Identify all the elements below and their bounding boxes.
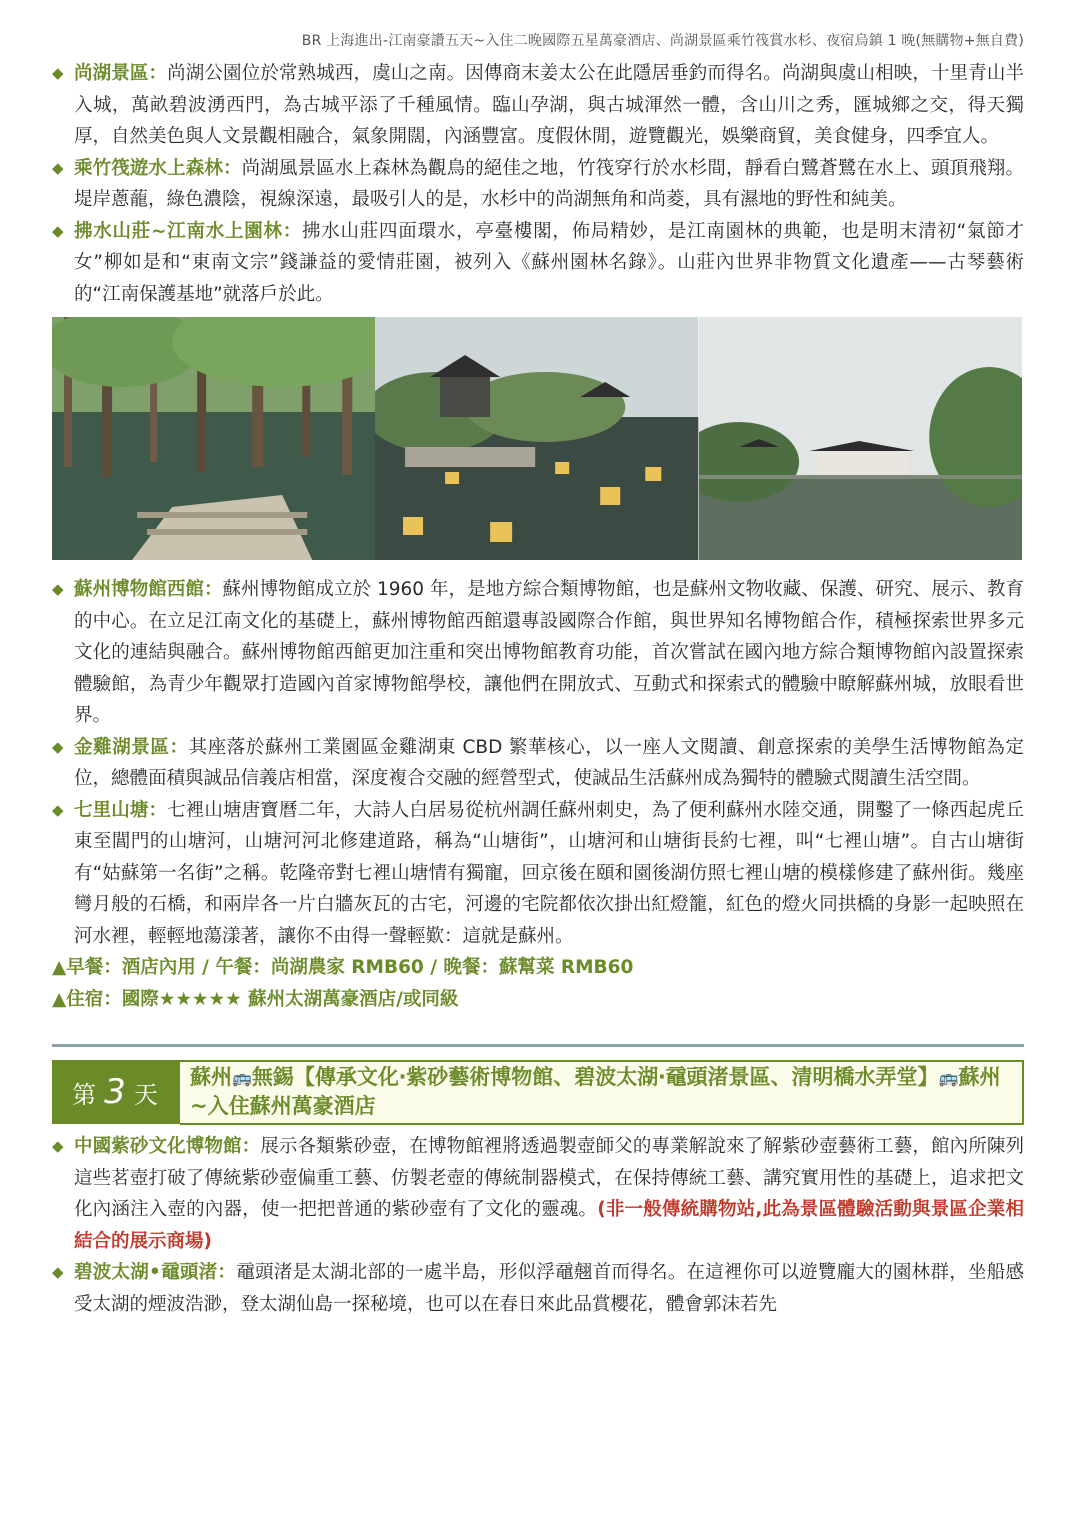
bullet-icon: ◆: [52, 64, 64, 82]
item-note: (非一般傳統購物站,此為景區體驗活動與景區企業相結合的展示商場): [74, 1199, 1024, 1252]
item-body: 拂水山莊四面環水，亭臺樓閣，佈局精妙，是江南園林的典範，也是明末清初“氣節才女”柳如是和“東南文宗”錢謙益的愛情莊園，被列入《蘇州園林名錄》。山莊內世界非物質文化遺產——古琴藝術的“江南保護基地”就落戶於此。: [74, 220, 1024, 305]
day-title: [180, 1060, 1024, 1125]
photo-lanterns-image: [375, 317, 698, 560]
day-prefix: 第: [72, 1080, 99, 1109]
item-body: 尚湖風景區水上森林為觀鳥的絕佳之地，竹筏穿行於水杉間，靜看白鷺蒼鷺在水上、頭頂飛翔。堤岸蔥蘢，綠色濃陰，視線深遠，最吸引人的是，水杉中的尚湖無角和尚菱，具有濕地的野性和純美。: [74, 157, 1024, 210]
photo-garden-lake-image: [699, 317, 1022, 560]
photo-water-forest: [52, 317, 375, 560]
day-badge: [52, 1060, 180, 1124]
day-title-b: 無錫【傳承文化‧紫砂藝術博物館、碧波太湖‧黿頭渚景區、清明橋水弄堂】: [251, 1065, 939, 1089]
item-title: 金雞湖景區：: [74, 736, 189, 758]
item-title: 尚湖景區：: [74, 63, 168, 84]
photo-lanterns: [375, 317, 698, 560]
item-suzhou-museum-west: [52, 574, 1024, 732]
item-qili-shantang: [52, 795, 1024, 953]
item-title: 蘇州博物館西館：: [74, 579, 223, 600]
item-body: 尚湖公園位於常熟城西，虞山之南。因傳商末姜太公在此隱居垂釣而得名。尚湖與虞山相映，十里青山半入城，萬畝碧波湧西門，為古城平添了千種風情。臨山孕湖，與古城渾然一體，含山川之秀，匯城鄉之交，得天獨厚，自然美色與人文景觀相融合，氣象開闊，內涵豐富。度假休閒，遊覽觀光，娛樂商貿，美食健身，四季宜人。: [74, 63, 1024, 147]
item-title: 碧波太湖•黿頭渚：: [74, 1262, 237, 1283]
item-jinji-lake: [52, 732, 1024, 795]
bus-icon: 🚌: [938, 1068, 959, 1087]
day-title-a: 蘇州: [190, 1065, 232, 1089]
bullet-icon: ◆: [52, 1137, 64, 1155]
day-suffix: 天: [133, 1080, 160, 1109]
content: [52, 58, 1024, 1320]
bullet-icon: ◆: [52, 800, 64, 819]
photo-strip: [52, 317, 1022, 560]
meals-line: ▲早餐：酒店內用 / 午餐：尚湖農家 RMB60 / 晚餐：蘇幫菜 RMB60: [52, 957, 634, 978]
item-zisha-museum: [52, 1131, 1024, 1257]
day-number: 3: [104, 1072, 128, 1112]
item-bamboo-raft: [52, 153, 1024, 216]
item-body: 其座落於蘇州工業園區金雞湖東 CBD 繁華核心，以一座人文閱讀、創意探索的美學生活博物館為定位，總體面積與誠品信義店相當，深度複合交融的經營型式，使誠品生活蘇州成為獨特的體驗式閱讀生活空間。: [74, 736, 1024, 789]
hotel-line: ▲住宿：國際★★★★★ 蘇州太湖萬豪酒店/或同級: [52, 989, 459, 1010]
item-body: 七裡山塘唐寶曆二年，大詩人白居易從杭州調任蘇州刺史，為了便利蘇州水陸交通，開鑿了一條西起虎丘東至閶門的山塘河，山塘河河北修建道路，稱為“山塘街”，山塘河和山塘街長約七裡，叫“七裡山塘”。自古山塘街有“姑蘇第一名街”之稱。乾隆帝對七裡山塘情有獨寵，回京後在頤和園後湖仿照七裡山塘的模樣修建了蘇州街。幾座彎月般的石橋，和兩岸各一片白牆灰瓦的古宅，河邊的宅院都依次掛出紅燈籠，紅色的燈火同拱橋的身影一起映照在河水裡，輕輕地蕩漾著，讓你不由得一聲輕歎：這就是蘇州。: [74, 799, 1024, 947]
bullet-icon: ◆: [52, 1263, 64, 1281]
item-title: 七里山塘：: [74, 799, 168, 821]
bullet-icon: ◆: [52, 580, 64, 598]
photo-water-forest-image: [52, 317, 375, 560]
item-body: 展示各類紫砂壺，在博物館裡將透過製壺師父的專業解說來了解紫砂壺藝術工藝，館內所陳列這些茗壺打破了傳統紫砂壺偏重工藝、仿製老壺的傳統制器模式，在保持傳統工藝、講究實用性的基礎上，追求把文化內涵注入壺的內器，使一把把普通的紫砂壺有了文化的靈魂。: [74, 1136, 1024, 1220]
photo-garden-lake: [699, 317, 1022, 560]
item-yuantouzhu: [52, 1257, 1024, 1320]
day-3-header: [52, 1044, 1024, 1125]
item-shanghu: [52, 58, 1024, 153]
item-title: 乘竹筏遊水上森林：: [74, 157, 242, 179]
bullet-icon: ◆: [52, 158, 64, 177]
item-fushui: [52, 216, 1024, 311]
day-title-c: 蘇州~入住蘇州萬豪酒店: [190, 1065, 1001, 1118]
item-title: 拂水山莊~江南水上園林：: [74, 220, 303, 242]
item-body: 蘇州博物館成立於 1960 年，是地方綜合類博物館，也是蘇州文物收藏、保護、研究、展示、教育的中心。在立足江南文化的基礎上，蘇州博物館西館還專設國際合作館，與世界知名博物館合作，積極探索世界多元文化的連結與融合。蘇州博物館西館更加注重和突出博物館教育功能，首次嘗試在國內地方綜合類博物館內設置探索體驗館，為青少年觀眾打造國內首家博物館學校，讓他們在開放式、互動式和探索式的體驗中瞭解蘇州城，放眼看世界。: [74, 579, 1024, 726]
bullet-icon: ◆: [52, 221, 64, 240]
bullet-icon: ◆: [52, 737, 64, 756]
item-body: 黿頭渚是太湖北部的一處半島，形似浮黿翹首而得名。在這裡你可以遊覽龐大的園林群，坐船感受太湖的煙波浩渺，登太湖仙島一探秘境，也可以在春日來此品賞櫻花，體會郭沫若先: [74, 1262, 1024, 1315]
item-title: 中國紫砂文化博物館：: [74, 1136, 261, 1157]
bus-icon: 🚌: [232, 1068, 252, 1087]
page-header: BR 上海進出-江南豪讚五天~入住二晚國際五星萬豪酒店、尚湖景區乘竹筏賞水杉、夜宿烏鎮 1 晚(無購物+無自費): [301, 33, 1024, 49]
